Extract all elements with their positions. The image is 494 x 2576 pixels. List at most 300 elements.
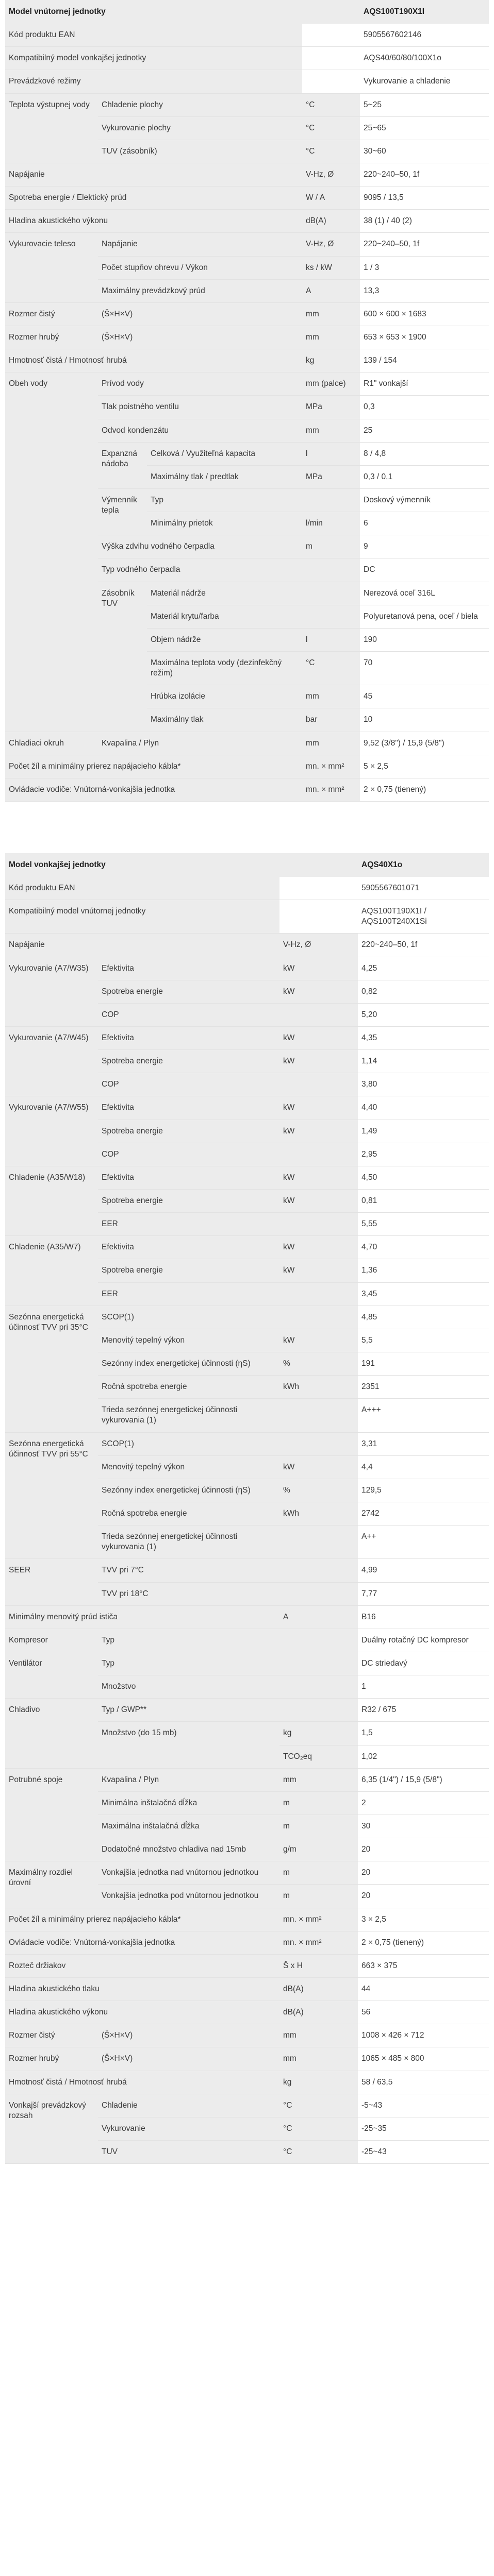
row-label: Ročná spotreba energie: [98, 1502, 279, 1526]
row-value: 600 × 600 × 1683: [360, 302, 489, 326]
row-unit: V-Hz, Ø: [302, 163, 360, 186]
row-label: Maximálny prevádzkový prúd: [98, 279, 302, 302]
row-unit: l: [302, 442, 360, 465]
row-value: 56: [358, 2001, 489, 2024]
row-unit: kW: [279, 1166, 358, 1189]
row-unit: dB(A): [279, 2001, 358, 2024]
row-unit: l/min: [302, 512, 360, 535]
outdoor-header-row: [5, 853, 489, 877]
row-value: 1 / 3: [360, 256, 489, 279]
table-row: [5, 349, 489, 372]
row-label: Minimálna inštalačná dĺžka: [98, 1791, 279, 1815]
row-label: Sezónny index energetickej účinnosti (ηS): [98, 1479, 279, 1502]
row-value: 5905567602146: [360, 24, 489, 47]
row-label: Menovitý tepelný výkon: [98, 1455, 279, 1479]
subgroup-label: Zásobník TUV: [98, 582, 147, 732]
group-label: Rozmer hrubý: [5, 326, 98, 349]
row-label: Typ: [147, 488, 302, 512]
row-value: -5~43: [358, 2094, 489, 2117]
group-label: Chladivo: [5, 1699, 98, 1768]
group-label: Vonkajší prevádzkový rozsah: [5, 2094, 98, 2163]
row-value: 0,81: [358, 1190, 489, 1213]
row-value: A+++: [358, 1399, 489, 1432]
row-unit: mm: [302, 302, 360, 326]
table-row: [5, 755, 489, 778]
row-label: Objem nádrže: [147, 628, 302, 651]
row-value: 4,35: [358, 1027, 489, 1050]
row-unit: °C: [302, 140, 360, 163]
row-label: Ovládacie vodiče: Vnútorná-vonkajšia jednotka: [5, 778, 302, 801]
row-value: 1,49: [358, 1120, 489, 1143]
row-unit: A: [302, 279, 360, 302]
row-label: Maximálny tlak / predtlak: [147, 465, 302, 488]
row-unit: mm: [279, 1768, 358, 1791]
row-value: 1008 × 426 × 712: [358, 2024, 489, 2047]
table-row: [5, 1977, 489, 2001]
row-label: COP: [98, 1003, 279, 1026]
row-unit: kW: [279, 1096, 358, 1120]
row-label: Materiál krytu/farba: [147, 605, 302, 628]
row-value: 58 / 63,5: [358, 2071, 489, 2094]
table-row: [5, 2094, 489, 2117]
row-label: Typ: [98, 1629, 279, 1652]
row-unit: ks / kW: [302, 256, 360, 279]
row-label: Hmotnosť čistá / Hmotnosť hrubá: [5, 349, 302, 372]
row-unit: mn. × mm²: [279, 1931, 358, 1954]
row-unit: kW: [279, 1190, 358, 1213]
group-label: Vykurovanie (A7/W55): [5, 1096, 98, 1166]
group-label: Sezónna energetická účinnosť TVV pri 55°C: [5, 1432, 98, 1559]
row-label: Menovitý tepelný výkon: [98, 1329, 279, 1352]
row-label: Chladenie: [98, 2094, 279, 2117]
row-label: Rozteč držiakov: [5, 1954, 279, 1977]
row-label: Spotreba energie: [98, 1050, 279, 1073]
table-row: [5, 957, 489, 980]
row-label: (Š×H×V): [98, 2024, 279, 2047]
row-unit: m: [279, 1861, 358, 1885]
table-row: [5, 70, 489, 93]
row-value: 220~240–50, 1f: [360, 163, 489, 186]
row-label: Ovládacie vodiče: Vnútorná-vonkajšia jednotka: [5, 1931, 279, 1954]
row-value: 30: [358, 1815, 489, 1838]
row-label: Napájanie: [5, 934, 279, 957]
row-label: Chladenie plochy: [98, 93, 302, 116]
row-value: 6,35 (1/4") / 15,9 (5/8"): [358, 1768, 489, 1791]
table-row: [5, 187, 489, 210]
row-label: Hladina akustického tlaku: [5, 1977, 279, 2001]
row-label: (Š×H×V): [98, 2047, 279, 2071]
row-unit: mm: [302, 685, 360, 708]
row-label: Počet žíl a minimálny prierez napájacieho kábla*: [5, 1908, 279, 1931]
row-label: TUV (zásobník): [98, 140, 302, 163]
row-label: Vonkajšia jednotka nad vnútornou jednotkou: [98, 1861, 279, 1885]
row-value: 663 × 375: [358, 1954, 489, 1977]
row-label: Tlak poistného ventilu: [98, 396, 302, 419]
indoor-model: AQS100T190X1I: [360, 0, 489, 24]
row-value: 139 / 154: [360, 349, 489, 372]
subgroup-label: Expanzná nádoba: [98, 442, 147, 488]
row-value: 3 × 2,5: [358, 1908, 489, 1931]
row-label: Efektivita: [98, 1027, 279, 1050]
row-value: DC striedavý: [358, 1652, 489, 1675]
row-unit: mm: [302, 732, 360, 755]
table-row: [5, 372, 489, 396]
group-label: Chladenie (A35/W7): [5, 1236, 98, 1306]
row-value: -25~35: [358, 2117, 489, 2140]
row-value: 5~25: [360, 93, 489, 116]
row-unit: kg: [302, 349, 360, 372]
row-unit: W / A: [302, 187, 360, 210]
row-unit: g/m: [279, 1838, 358, 1861]
row-value: 1: [358, 1675, 489, 1699]
row-value: 4,50: [358, 1166, 489, 1189]
row-value: 2: [358, 1791, 489, 1815]
row-value: 44: [358, 1977, 489, 2001]
row-label: Výška zdvihu vodného čerpadla: [98, 535, 302, 558]
row-unit: kW: [279, 1455, 358, 1479]
table-row: [5, 1306, 489, 1329]
row-value: A++: [358, 1526, 489, 1559]
row-label: (Š×H×V): [98, 302, 302, 326]
row-value: 129,5: [358, 1479, 489, 1502]
row-label: COP: [98, 1143, 279, 1166]
group-label: Obeh vody: [5, 372, 98, 732]
row-value: 4,40: [358, 1096, 489, 1120]
row-value: 25: [360, 419, 489, 442]
outdoor-spec-table: [5, 853, 489, 2164]
row-label: Napájanie: [98, 233, 302, 256]
subgroup-label: Výmenník tepla: [98, 488, 147, 535]
row-unit: mm: [302, 326, 360, 349]
table-row: [5, 1652, 489, 1675]
indoor-header-row: [5, 0, 489, 24]
table-row: [5, 326, 489, 349]
row-label: Prevádzkové režimy: [5, 70, 302, 93]
group-label: Rozmer čistý: [5, 302, 98, 326]
row-value: 190: [360, 628, 489, 651]
group-label: Rozmer hrubý: [5, 2047, 98, 2071]
row-label: SCOP(1): [98, 1306, 279, 1329]
row-unit: mm: [302, 419, 360, 442]
row-value: 2351: [358, 1376, 489, 1399]
row-value: 4,85: [358, 1306, 489, 1329]
row-label: Maximálna teplota vody (dezinfekčný režim): [147, 651, 302, 685]
row-unit: l: [302, 628, 360, 651]
row-value: 4,25: [358, 957, 489, 980]
row-label: Materiál nádrže: [147, 582, 302, 605]
row-value: 3,31: [358, 1432, 489, 1455]
table-row: [5, 1559, 489, 1582]
row-unit: mn. × mm²: [302, 778, 360, 801]
row-label: Spotreba energie: [98, 1120, 279, 1143]
row-label: Spotreba energie / Elektický prúd: [5, 187, 302, 210]
table-row: [5, 47, 489, 70]
outdoor-title: Model vonkajšej jednotky: [5, 853, 358, 877]
row-value: 4,70: [358, 1236, 489, 1259]
row-value: 4,99: [358, 1559, 489, 1582]
row-value: 7,77: [358, 1582, 489, 1605]
row-value: 2 × 0,75 (tienený): [360, 778, 489, 801]
table-row: [5, 1931, 489, 1954]
row-value: 0,3: [360, 396, 489, 419]
row-unit: °C: [279, 2094, 358, 2117]
row-label: EER: [98, 1282, 279, 1306]
row-unit: TCO₂eq: [279, 1745, 358, 1768]
row-label: Vonkajšia jednotka pod vnútornou jednotkou: [98, 1885, 279, 1908]
row-unit: kWh: [279, 1376, 358, 1399]
row-unit: mm: [279, 2024, 358, 2047]
row-unit: %: [279, 1352, 358, 1376]
table-row: [5, 1768, 489, 1791]
row-unit: °C: [302, 93, 360, 116]
table-row: [5, 93, 489, 116]
row-label: Kompatibilný model vnútornej jednotky: [5, 900, 279, 934]
row-unit: °C: [302, 651, 360, 685]
row-label: Spotreba energie: [98, 1190, 279, 1213]
row-label: Minimálny menovitý prúd ističa: [5, 1605, 279, 1629]
table-row: [5, 2001, 489, 2024]
row-value: 1,14: [358, 1050, 489, 1073]
table-row: [5, 1236, 489, 1259]
group-label: Ventilátor: [5, 1652, 98, 1698]
table-row: [5, 1908, 489, 1931]
row-value: 45: [360, 685, 489, 708]
row-label: Množstvo (do 15 mb): [98, 1722, 279, 1768]
row-label: Prívod vody: [98, 372, 302, 396]
row-value: 5,20: [358, 1003, 489, 1026]
row-unit: mn. × mm²: [279, 1908, 358, 1931]
group-label: SEER: [5, 1559, 98, 1605]
row-unit: bar: [302, 708, 360, 732]
table-row: [5, 1629, 489, 1652]
row-value: Vykurovanie a chladenie: [360, 70, 489, 93]
row-value: 653 × 653 × 1900: [360, 326, 489, 349]
outdoor-model: AQS40X1o: [358, 853, 489, 877]
row-label: Dodatočné množstvo chladiva nad 15mb: [98, 1838, 279, 1861]
table-row: [5, 2024, 489, 2047]
row-unit: MPa: [302, 396, 360, 419]
row-unit: m: [302, 535, 360, 558]
row-label: Počet žíl a minimálny prierez napájacieho kábla*: [5, 755, 302, 778]
group-label: Vykurovacie teleso: [5, 233, 98, 302]
row-label: EER: [98, 1213, 279, 1236]
row-value: 5905567601071: [358, 877, 489, 900]
row-label: Množstvo: [98, 1675, 279, 1699]
row-unit: kWh: [279, 1502, 358, 1526]
row-unit: mm (palce): [302, 372, 360, 396]
row-label: TVV pri 18°C: [98, 1582, 279, 1605]
table-row: [5, 1096, 489, 1120]
row-value: 5,5: [358, 1329, 489, 1352]
row-value: 3,80: [358, 1073, 489, 1096]
table-row: [5, 1605, 489, 1629]
row-value: 220~240–50, 1f: [360, 233, 489, 256]
row-value: Polyuretanová pena, oceľ / biela: [360, 605, 489, 628]
row-unit: m: [279, 1815, 358, 1838]
row-label: Počet stupňov ohrevu / Výkon: [98, 256, 302, 279]
table-row: [5, 877, 489, 900]
row-unit: kW: [279, 980, 358, 1003]
row-unit: mm: [279, 2047, 358, 2071]
row-label: TUV: [98, 2140, 279, 2163]
table-row: [5, 163, 489, 186]
row-label: TVV pri 7°C: [98, 1559, 279, 1582]
row-unit: dB(A): [279, 1977, 358, 2001]
row-value: 4,4: [358, 1455, 489, 1479]
table-row: [5, 934, 489, 957]
row-unit: kW: [279, 1027, 358, 1050]
row-value: R32 / 675: [358, 1699, 489, 1722]
row-unit: kW: [279, 957, 358, 980]
row-unit: kW: [279, 1236, 358, 1259]
row-label: Efektivita: [98, 957, 279, 980]
row-label: Hladina akustického výkonu: [5, 210, 302, 233]
row-value: 8 / 4,8: [360, 442, 489, 465]
row-label: Ročná spotreba energie: [98, 1376, 279, 1399]
row-value: Doskový výmenník: [360, 488, 489, 512]
row-label: Typ: [98, 1652, 279, 1675]
row-value: 220~240–50, 1f: [358, 934, 489, 957]
table-row: [5, 1861, 489, 1885]
row-label: Spotreba energie: [98, 980, 279, 1003]
row-value: Duálny rotačný DC kompresor: [358, 1629, 489, 1652]
indoor-title: Model vnútornej jednotky: [5, 0, 360, 24]
table-row: [5, 302, 489, 326]
row-label: Napájanie: [5, 163, 302, 186]
row-label: Trieda sezónnej energetickej účinnosti vykurovania (1): [98, 1526, 279, 1559]
row-value: 1065 × 485 × 800: [358, 2047, 489, 2071]
row-value: 25~65: [360, 116, 489, 140]
row-value: B16: [358, 1605, 489, 1629]
row-value: 20: [358, 1861, 489, 1885]
table-row: [5, 24, 489, 47]
table-row: [5, 732, 489, 755]
row-label: Kvapalina / Plyn: [98, 732, 302, 755]
row-label: Spotreba energie: [98, 1259, 279, 1282]
row-label: Vykurovanie plochy: [98, 116, 302, 140]
row-value: 2,95: [358, 1143, 489, 1166]
row-value: Nerezová oceľ 316L: [360, 582, 489, 605]
row-unit: kg: [279, 2071, 358, 2094]
row-unit: m: [279, 1885, 358, 1908]
row-label: Hladina akustického výkonu: [5, 2001, 279, 2024]
table-row: [5, 1954, 489, 1977]
row-value: 0,3 / 0,1: [360, 465, 489, 488]
row-label: Hrúbka izolácie: [147, 685, 302, 708]
row-value: AQS100T190X1I / AQS100T240X1Si: [358, 900, 489, 934]
row-label: Efektivita: [98, 1096, 279, 1120]
group-label: Teplota výstupnej vody: [5, 93, 98, 163]
row-label: Kompatibilný model vonkajšej jednotky: [5, 47, 302, 70]
group-label: Sezónna energetická účinnosť TVV pri 35°C: [5, 1306, 98, 1432]
row-label: Kvapalina / Plyn: [98, 1768, 279, 1791]
group-label: Potrubné spoje: [5, 1768, 98, 1861]
row-label: Maximálny tlak: [147, 708, 302, 732]
row-label: Typ / GWP**: [98, 1699, 279, 1722]
group-label: Kompresor: [5, 1629, 98, 1652]
row-value: 38 (1) / 40 (2): [360, 210, 489, 233]
row-value: 9095 / 13,5: [360, 187, 489, 210]
row-label: COP: [98, 1073, 279, 1096]
row-value: 2742: [358, 1502, 489, 1526]
row-value: -25~43: [358, 2140, 489, 2163]
row-unit: %: [279, 1479, 358, 1502]
table-row: [5, 1166, 489, 1189]
row-label: Minimálny prietok: [147, 512, 302, 535]
row-unit: MPa: [302, 465, 360, 488]
row-value: 20: [358, 1838, 489, 1861]
row-unit: kW: [279, 1050, 358, 1073]
group-label: Chladenie (A35/W18): [5, 1166, 98, 1235]
row-unit: mn. × mm²: [302, 755, 360, 778]
row-value: 5,55: [358, 1213, 489, 1236]
row-value: 30~60: [360, 140, 489, 163]
row-value: 1,36: [358, 1259, 489, 1282]
group-label: Vykurovanie (A7/W45): [5, 1027, 98, 1096]
row-value: DC: [360, 558, 489, 582]
row-label: Sezónny index energetickej účinnosti (ηS): [98, 1352, 279, 1376]
group-label: Rozmer čistý: [5, 2024, 98, 2047]
group-label: Vykurovanie (A7/W35): [5, 957, 98, 1026]
row-label: Odvod kondenzátu: [98, 419, 302, 442]
table-row: [5, 233, 489, 256]
table-row: [5, 2047, 489, 2071]
row-unit: dB(A): [302, 210, 360, 233]
row-value: 13,3: [360, 279, 489, 302]
row-unit: kW: [279, 1120, 358, 1143]
group-label: Chladiaci okruh: [5, 732, 98, 755]
row-value: R1" vonkajší: [360, 372, 489, 396]
table-row: [5, 2071, 489, 2094]
row-label: Hmotnosť čistá / Hmotnosť hrubá: [5, 2071, 279, 2094]
row-value: 191: [358, 1352, 489, 1376]
row-value: AQS40/60/80/100X1o: [360, 47, 489, 70]
row-value: 5 × 2,5: [360, 755, 489, 778]
row-value: 9,52 (3/8") / 15,9 (5/8"): [360, 732, 489, 755]
row-unit: kW: [279, 1329, 358, 1352]
row-value: 70: [360, 651, 489, 685]
row-unit: °C: [279, 2117, 358, 2140]
row-label: Efektivita: [98, 1236, 279, 1259]
row-label: Efektivita: [98, 1166, 279, 1189]
row-label: Trieda sezónnej energetickej účinnosti vykurovania (1): [98, 1399, 279, 1432]
row-value: 6: [360, 512, 489, 535]
indoor-spec-table: [5, 0, 489, 802]
row-unit: kg: [279, 1722, 358, 1745]
table-row: [5, 778, 489, 801]
row-unit: °C: [302, 116, 360, 140]
row-unit: V-Hz, Ø: [302, 233, 360, 256]
row-label: SCOP(1): [98, 1432, 279, 1455]
row-value: 20: [358, 1885, 489, 1908]
row-label: Kód produktu EAN: [5, 877, 279, 900]
row-value: 2 × 0,75 (tienený): [358, 1931, 489, 1954]
row-label: Celková / Využiteľná kapacita: [147, 442, 302, 465]
row-value: 0,82: [358, 980, 489, 1003]
row-value: 3,45: [358, 1282, 489, 1306]
row-unit: m: [279, 1791, 358, 1815]
table-row: [5, 1699, 489, 1722]
table-row: [5, 1027, 489, 1050]
row-label: Maximálna inštalačná dĺžka: [98, 1815, 279, 1838]
table-row: [5, 900, 489, 934]
row-label: Kód produktu EAN: [5, 24, 302, 47]
row-value: 1,5: [358, 1722, 489, 1745]
table-row: [5, 210, 489, 233]
row-value: 1,02: [358, 1745, 489, 1768]
row-unit: Š x H: [279, 1954, 358, 1977]
row-unit: kW: [279, 1259, 358, 1282]
